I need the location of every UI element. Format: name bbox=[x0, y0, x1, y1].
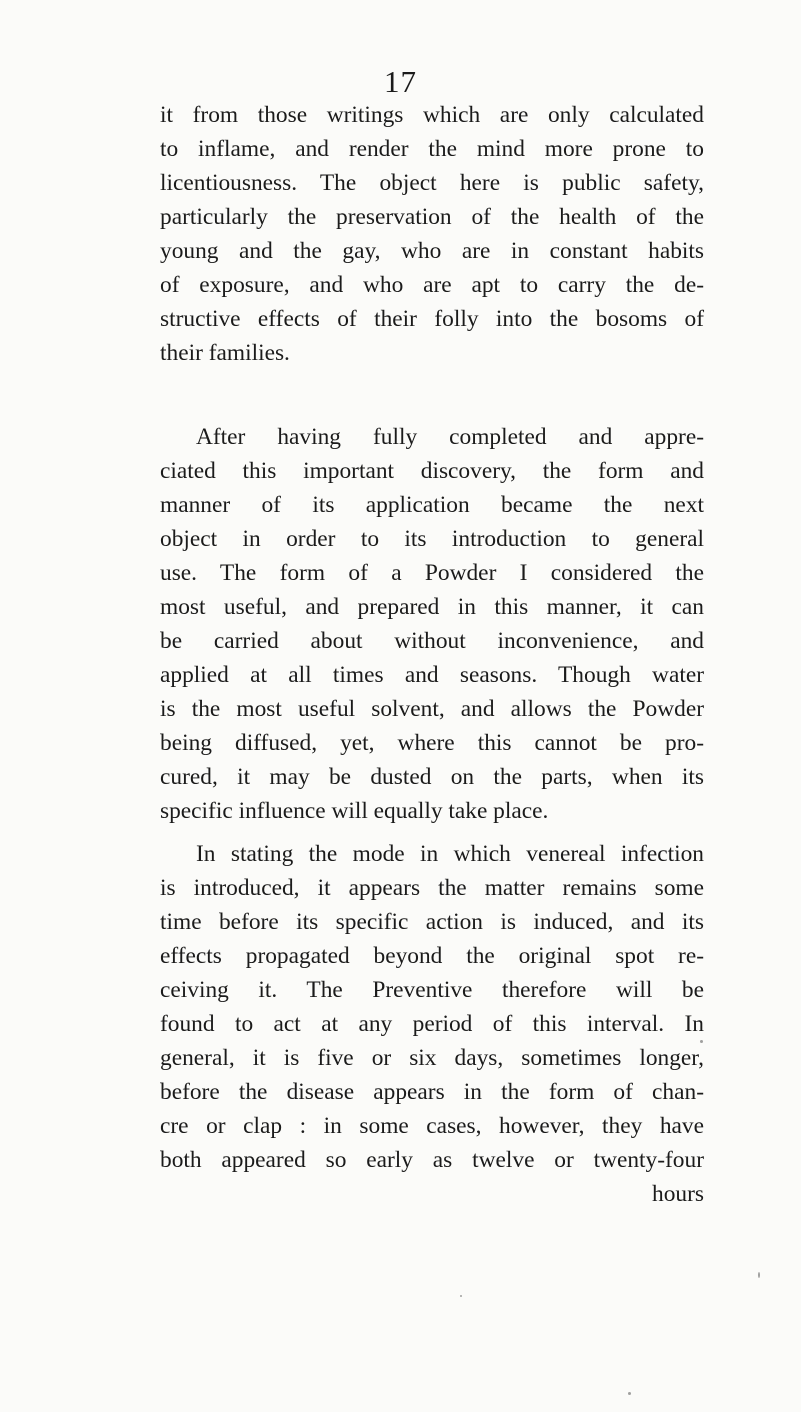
text-line: both appeared so early as twelve or twenty-four bbox=[160, 1147, 704, 1173]
page-number: 17 bbox=[384, 64, 417, 99]
text-line: After having fully completed and appre- bbox=[196, 424, 704, 450]
paragraph-1 bbox=[160, 98, 704, 370]
text-line: specific influence will equally take place. bbox=[160, 798, 549, 824]
scan-speck bbox=[460, 1295, 462, 1297]
text-line: ciated this important discovery, the form and bbox=[160, 458, 704, 484]
text-line: object in order to its introduction to general bbox=[160, 526, 704, 552]
text-line: is the most useful solvent, and allows the Powder bbox=[160, 696, 704, 722]
text-line: cre or clap : in some cases, however, they have bbox=[160, 1113, 704, 1139]
text-line: ceiving it. The Preventive therefore will be bbox=[160, 977, 704, 1003]
text-line: time before its specific action is induced, and its bbox=[160, 909, 704, 935]
text-line: be carried about without inconvenience, and bbox=[160, 628, 704, 654]
text-line: In stating the mode in which venereal infection bbox=[196, 841, 704, 867]
text-line: structive effects of their folly into the bosoms of bbox=[160, 306, 704, 332]
text-line: young and the gay, who are in constant habits bbox=[160, 238, 704, 264]
text-line: particularly the preservation of the health of the bbox=[160, 204, 704, 230]
text-line: manner of its application became the next bbox=[160, 492, 704, 518]
text-line: effects propagated beyond the original spot re- bbox=[160, 943, 704, 969]
text-line: before the disease appears in the form of chan- bbox=[160, 1079, 704, 1105]
text-line: found to act at any period of this interval. In bbox=[160, 1011, 704, 1037]
text-line: licentiousness. The object here is public safety, bbox=[160, 170, 704, 196]
text-line: general, it is five or six days, sometimes longer, bbox=[160, 1045, 704, 1071]
scan-speck bbox=[628, 1392, 631, 1395]
paragraph-2 bbox=[160, 420, 704, 828]
scan-speck bbox=[758, 1272, 760, 1278]
text-line: is introduced, it appears the matter remains some bbox=[160, 875, 704, 901]
text-line: cured, it may be dusted on the parts, when its bbox=[160, 764, 704, 790]
text-line: most useful, and prepared in this manner, it can bbox=[160, 594, 704, 620]
text-line: it from those writings which are only calculated bbox=[160, 102, 704, 128]
text-line: their families. bbox=[160, 340, 290, 366]
text-line: applied at all times and seasons. Though water bbox=[160, 662, 704, 688]
text-line: to inflame, and render the mind more prone to bbox=[160, 136, 704, 162]
text-line: being diffused, yet, where this cannot be pro- bbox=[160, 730, 704, 756]
text-line: use. The form of a Powder I considered the bbox=[160, 560, 704, 586]
paragraph-3 bbox=[160, 837, 704, 1211]
catchword: hours bbox=[652, 1181, 704, 1207]
text-line: of exposure, and who are apt to carry the de- bbox=[160, 272, 704, 298]
scan-speck bbox=[700, 1040, 703, 1043]
